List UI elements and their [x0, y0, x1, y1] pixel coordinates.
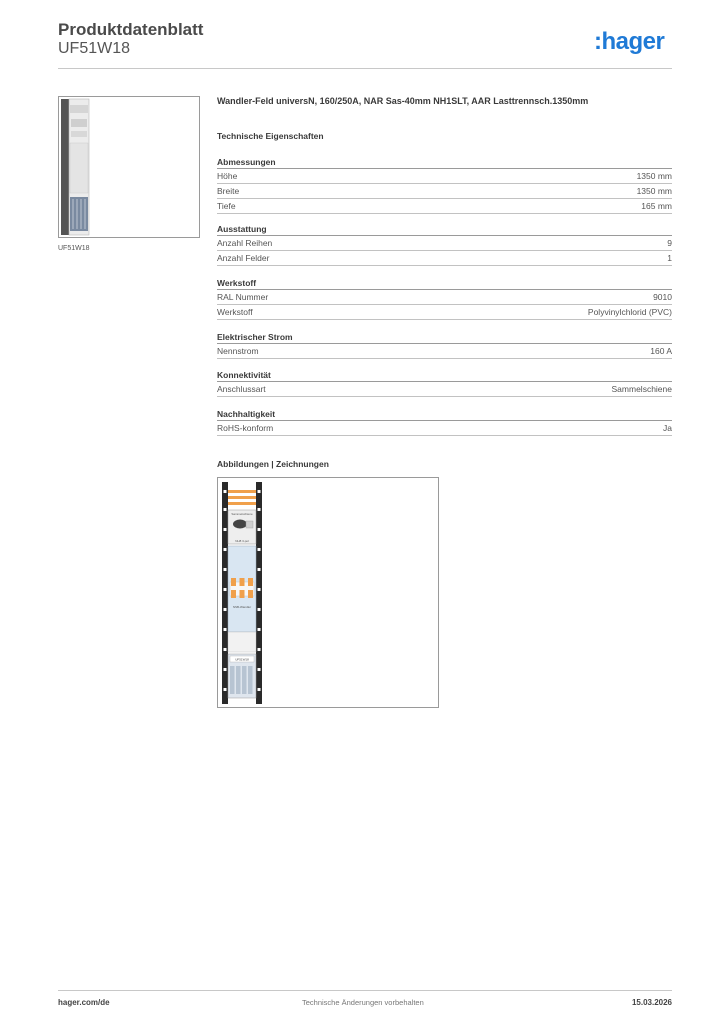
- header-divider: [58, 68, 672, 69]
- spec-section: [217, 331, 672, 359]
- product-image-caption: UF51W18: [58, 245, 90, 252]
- spec-section: [217, 277, 672, 320]
- switch-knob: [233, 520, 247, 529]
- spec-section-title: Elektrischer Strom: [217, 331, 672, 344]
- product-description: Wandler-Feld universN, 160/250A, NAR Sas-40mm NH1SLT, AAR Lasttrennsch.1350mm: [217, 96, 589, 106]
- spec-label: Werkstoff: [217, 307, 253, 317]
- spec-section-title: Werkstoff: [217, 277, 672, 290]
- drawing-svg: [218, 478, 438, 707]
- spec-section: [217, 408, 672, 436]
- spec-label: RoHS-konform: [217, 423, 274, 433]
- footer-website-link[interactable]: hager.com/de: [58, 998, 110, 1007]
- busbar-3: [228, 502, 256, 505]
- spec-section-title: Konnektivität: [217, 369, 672, 382]
- spec-row: [217, 305, 672, 320]
- spec-row: [217, 199, 672, 214]
- spec-value: 9010: [653, 292, 672, 302]
- spec-label: Breite: [217, 186, 240, 196]
- spec-section: [217, 369, 672, 397]
- spec-label: Tiefe: [217, 201, 236, 211]
- spec-section: [217, 223, 672, 266]
- spec-row: [217, 184, 672, 199]
- busbar-module-label: Sammelschiene: [231, 512, 253, 516]
- spec-section-title: Nachhaltigkeit: [217, 408, 672, 421]
- spec-value: 160 A: [650, 346, 672, 356]
- product-code: UF51W18: [58, 40, 131, 57]
- spec-value: Sammelschiene: [611, 384, 672, 394]
- spec-row: [217, 290, 672, 305]
- footer-notice: Technische Änderungen vorbehalten: [302, 998, 424, 1007]
- busbar-2: [228, 496, 256, 499]
- technical-drawing: [217, 477, 439, 708]
- spec-value: 1350 mm: [636, 171, 672, 181]
- spec-label: Höhe: [217, 171, 238, 181]
- busbar-1: [228, 490, 256, 493]
- spec-label: RAL Nummer: [217, 292, 269, 302]
- spec-label: Anzahl Reihen: [217, 238, 273, 248]
- switch-label: NH8 3-pol: [235, 539, 249, 543]
- spec-value: Ja: [663, 423, 672, 433]
- hager-logo: :hager: [594, 28, 665, 55]
- spec-value: 1: [667, 253, 672, 263]
- footer-divider: [58, 990, 672, 991]
- spec-row: [217, 382, 672, 397]
- meter-module-label: UF51W18: [235, 657, 249, 662]
- drawings-heading: Abbildungen | Zeichnungen: [217, 459, 329, 469]
- spec-row: [217, 236, 672, 251]
- spec-label: Anzahl Felder: [217, 253, 270, 263]
- spec-section: [217, 156, 672, 214]
- transformer-label: NSB-Wandler: [232, 605, 252, 609]
- spec-row: [217, 251, 672, 266]
- tech-properties-heading: Technische Eigenschaften: [217, 131, 324, 141]
- footer-date: 15.03.2026: [631, 998, 672, 1007]
- spec-section-title: Ausstattung: [217, 223, 672, 236]
- spec-value: Polyvinylchlorid (PVC): [587, 307, 672, 317]
- spec-row: [217, 344, 672, 359]
- product-image: [58, 96, 200, 238]
- spec-label: Anschlussart: [217, 384, 266, 394]
- spec-label: Nennstrom: [217, 346, 259, 356]
- product-photo: [59, 97, 199, 237]
- page-title: Produktdatenblatt: [58, 20, 204, 39]
- spec-row: [217, 169, 672, 184]
- spec-value: 165 mm: [641, 201, 672, 211]
- spec-row: [217, 421, 672, 436]
- spec-section-title: Abmessungen: [217, 156, 672, 169]
- spec-value: 1350 mm: [636, 186, 672, 196]
- spec-value: 9: [667, 238, 672, 248]
